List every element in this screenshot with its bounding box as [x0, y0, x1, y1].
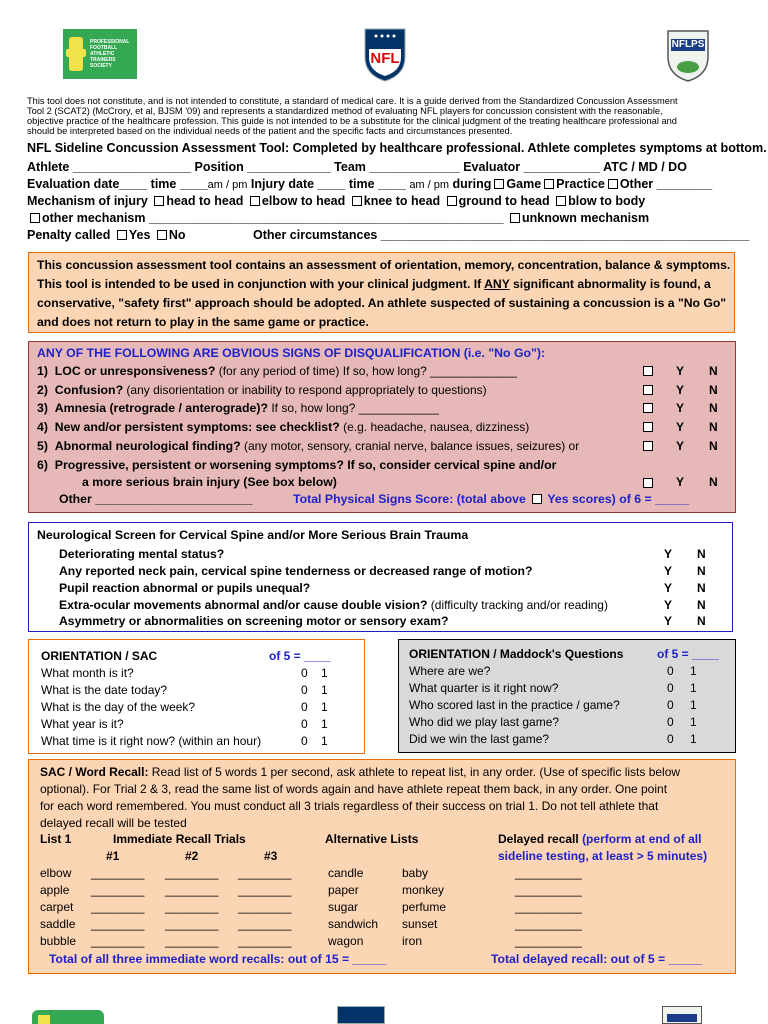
nflps-logo-text: NFLPS [671, 39, 705, 50]
ground-to-head-label: ground to head [458, 194, 550, 208]
item-number: 4) [37, 420, 48, 434]
disq-checkbox[interactable] [643, 441, 653, 451]
item-spacer [48, 401, 55, 415]
head-to-head-checkbox[interactable] [154, 196, 164, 206]
immediate-total[interactable]: Total of all three immediate word recalls: out of 15 = _____ [49, 952, 387, 966]
trial3-blank[interactable]: ________ [238, 934, 292, 948]
score-one[interactable]: 1 [321, 683, 328, 697]
score-zero[interactable]: 0 [301, 734, 308, 748]
knee-to-head-checkbox[interactable] [352, 196, 362, 206]
disq-checkbox[interactable] [643, 403, 653, 413]
delayed-label: Delayed recall [498, 832, 579, 846]
neuro-heading: Neurological Screen for Cervical Spine and/or More Serious Brain Trauma [37, 528, 469, 542]
no-option[interactable]: N [697, 614, 706, 628]
warning-text-part: This tool is intended to be used in conjunction with your clinical judgment. If [37, 277, 485, 291]
warning-text [37, 256, 730, 332]
alternative-word: perfume [402, 900, 447, 914]
disq-item [37, 363, 517, 380]
other-field[interactable]: Other ________ [619, 177, 713, 191]
neuro-question: Extra-ocular movements abnormal and/or cause double vision? [59, 598, 428, 612]
disq-checkbox[interactable] [643, 478, 653, 488]
orientation-question: What month is it? [41, 666, 134, 680]
disq-item [37, 438, 579, 455]
score-zero[interactable]: 0 [301, 717, 308, 731]
recall-word: carpet [40, 900, 74, 914]
penalty-no-checkbox[interactable] [157, 230, 167, 240]
disclaimer-line: objective practice of the healthcare profession. This guide is not intended to be a substitute for the clinical judgment of the treating healthcare professional and [27, 116, 677, 126]
warning-line [37, 275, 730, 294]
trial2-blank[interactable]: ________ [165, 883, 219, 897]
alternative-word: monkey [402, 883, 445, 897]
nflps-logo-bottom [662, 1006, 702, 1024]
neuro-item [59, 597, 608, 614]
other-mechanism-row [27, 210, 649, 227]
orientation-question: What quarter is it right now? [409, 681, 559, 695]
neuro-question: Pupil reaction abnormal or pupils unequal? [59, 581, 311, 595]
item-number: 5) [37, 439, 48, 453]
warning-line: conservative, "safety first" approach should be adopted. An athlete suspected of sustaining a concussion is a "No Go" [37, 296, 727, 310]
score-one[interactable]: 1 [321, 717, 328, 731]
practice-checkbox[interactable] [544, 179, 554, 189]
alternative-word: baby [402, 866, 429, 880]
item-number: 1) [37, 364, 48, 378]
delayed-blank[interactable]: __________ [515, 900, 582, 914]
trial1-blank[interactable]: ________ [91, 900, 145, 914]
score-one[interactable]: 1 [690, 698, 697, 712]
item-question: Amnesia (retrograde / anterograde)? [54, 401, 268, 415]
word-recall-instructions [40, 764, 680, 832]
blow-to-body-label: blow to body [568, 194, 646, 208]
neuro-question: Asymmetry or abnormalities on screening motor or sensory exam? [59, 614, 449, 628]
no-option[interactable]: N [709, 475, 718, 489]
trial1-blank[interactable]: ________ [91, 866, 145, 880]
disclaimer-line: should be interpreted based on the individual needs of the patient and the specific facts and circumstances presented. [27, 126, 513, 136]
warning-emphasis: ANY [484, 277, 510, 291]
knee-to-head-label: knee to head [363, 194, 441, 208]
disq-checkbox[interactable] [643, 366, 653, 376]
athlete-row[interactable]: Athlete _________________ Position ____________ Team _____________ Evaluator ___________ ATC / MD / DO [27, 160, 687, 174]
penalty-yes-label: Yes [128, 228, 151, 242]
item-question: New and/or persistent symptoms: see checklist? [54, 420, 340, 434]
instruction-text: Read list of 5 words 1 per second, ask athlete to repeat list, in any order. (Use of specific lists below [148, 765, 681, 779]
warning-text-part: significant abnormality is found, a [509, 277, 711, 291]
ground-to-head-checkbox[interactable] [447, 196, 457, 206]
penalty-yes-checkbox[interactable] [117, 230, 127, 240]
orientation-question: Who did we play last game? [409, 715, 560, 729]
elbow-to-head-checkbox[interactable] [250, 196, 260, 206]
orientation-sac-heading: ORIENTATION / SAC [41, 649, 158, 663]
trial3-header: #3 [264, 849, 278, 863]
no-option[interactable]: N [709, 383, 718, 397]
score-one[interactable]: 1 [321, 700, 328, 714]
alternative-header: Alternative Lists [325, 832, 419, 846]
no-option[interactable]: N [697, 598, 706, 612]
disclaimer [27, 96, 743, 136]
yes-option[interactable]: Y [676, 475, 685, 489]
physical-signs-total [293, 492, 689, 506]
page-title: NFL Sideline Concussion Assessment Tool: Completed by healthcare professional. Athlete completes symptoms at bottom. [27, 141, 767, 155]
yes-option[interactable]: Y [676, 383, 685, 397]
score-one[interactable]: 1 [321, 666, 328, 680]
disclaimer-line: This tool does not constitute, and is not intended to constitute, a standard of medical care. It is a guide derived from the Standardized Concussion Assessment [27, 96, 678, 106]
pfats-logo-bottom [32, 1010, 104, 1024]
mechanism-row [27, 193, 645, 210]
no-option[interactable]: N [709, 401, 718, 415]
score-zero[interactable]: 0 [667, 664, 674, 678]
score-one[interactable]: 1 [690, 732, 697, 746]
unknown-mechanism-checkbox[interactable] [510, 213, 520, 223]
pfats-logo-text: PROFESSIONAL FOOTBALL ATHLETIC TRAINERS SOCIETY [90, 39, 130, 69]
total-checkbox-glyph [532, 494, 542, 504]
disqualification-heading: ANY OF THE FOLLOWING ARE OBVIOUS SIGNS OF DISQUALIFICATION (i.e. "No Go"): [37, 346, 546, 360]
ampm-label: am / pm [207, 179, 248, 191]
item-detail: If so, how long? ____________ [267, 401, 439, 415]
orientation-question: What is the day of the week? [41, 700, 196, 714]
orientation-question: Did we win the last game? [409, 732, 550, 746]
item-number: 2) [37, 383, 48, 397]
disclaimer-line: Tool 2 (SCAT2) (McCrory, et al, BJSM '09) and represents a standardized method of evaluating NFL players for concussion consistent with the reasonable, [27, 106, 663, 116]
other-circumstances-field[interactable]: Other circumstances _____________________________________________________ [253, 228, 750, 242]
penalty-row [27, 227, 186, 244]
neuro-item [59, 613, 448, 630]
nfl-logo-text: NFL [370, 50, 400, 67]
delayed-blank[interactable]: __________ [515, 883, 582, 897]
item-spacer [48, 420, 55, 434]
penalty-no-label: No [168, 228, 186, 242]
yes-option[interactable]: Y [664, 581, 673, 595]
trial1-header: #1 [106, 849, 120, 863]
alternative-word: wagon [328, 934, 364, 948]
recall-word: elbow [40, 866, 72, 880]
yes-option[interactable]: Y [676, 364, 685, 378]
item-number: 6) [37, 458, 48, 472]
evaluation-row [27, 176, 712, 194]
item-spacer [48, 364, 55, 378]
no-option[interactable]: N [709, 364, 718, 378]
evaluation-date-field[interactable]: Evaluation date____ time ____ [27, 177, 208, 191]
yes-option[interactable]: Y [664, 547, 673, 561]
disq-other-field[interactable]: Other _______________________ [59, 492, 253, 506]
elbow-to-head-label: elbow to head [261, 194, 346, 208]
no-option[interactable]: N [709, 439, 718, 453]
nfl-shield-logo [362, 23, 408, 83]
score-zero[interactable]: 0 [301, 700, 308, 714]
penalty-label: Penalty called [27, 228, 111, 242]
trial1-blank[interactable]: ________ [91, 883, 145, 897]
item-question: Confusion? [54, 383, 124, 397]
item-detail: (any motor, sensory, cranial nerve, balance issues, seizures) or [240, 439, 580, 453]
alternative-word: sunset [402, 917, 438, 931]
injury-date-field[interactable]: Injury date ____ time ____ [250, 177, 406, 191]
total-score-field[interactable]: Yes scores) of 6 = _____ [544, 492, 690, 506]
other-mechanism-checkbox[interactable] [30, 213, 40, 223]
item-text: Progressive, persistent or worsening symptoms? If so, consider cervical spine and/or [54, 458, 557, 472]
other-mechanism-field[interactable]: other mechanism ___________________________________________________ [42, 211, 504, 225]
instruction-line: for each word remembered. You must conduct all 3 trials regardless of their success on trial 1. Do not tell athlete that [40, 799, 659, 813]
score-one[interactable]: 1 [690, 715, 697, 729]
nfl-logo-bottom [337, 1006, 385, 1024]
trial2-header: #2 [185, 849, 199, 863]
alternative-word: candle [328, 866, 364, 880]
neuro-detail: (difficulty tracking and/or reading) [427, 598, 608, 612]
instruction-line: optional). For Trial 2 & 3, read the same list of words again and have athlete repeat them back, in any order. One point [40, 782, 668, 796]
score-one[interactable]: 1 [690, 664, 697, 678]
warning-line: and does not return to play in the same game or practice. [37, 315, 369, 329]
orientation-question: What time is it right now? (within an hour) [41, 734, 262, 748]
orientation-question: Who scored last in the practice / game? [409, 698, 620, 712]
instruction-line [40, 764, 680, 781]
score-zero[interactable]: 0 [301, 666, 308, 680]
trial1-blank[interactable]: ________ [91, 934, 145, 948]
other-checkbox[interactable] [608, 179, 618, 189]
delayed-note: (perform at end of all [582, 832, 702, 846]
game-checkbox[interactable] [494, 179, 504, 189]
disq-item [37, 400, 439, 417]
alternative-word: iron [402, 934, 423, 948]
list1-header: List 1 [40, 832, 72, 846]
game-label: Game [506, 177, 542, 191]
trial3-blank[interactable]: ________ [238, 900, 292, 914]
item-detail: (e.g. headache, nausea, dizziness) [339, 420, 530, 434]
orientation-maddock-heading: ORIENTATION / Maddock's Questions [409, 647, 624, 661]
recall-word: apple [40, 883, 70, 897]
trial3-blank[interactable]: ________ [238, 917, 292, 931]
orientation-maddock-score[interactable]: of 5 = ____ [657, 647, 719, 661]
trial3-blank[interactable]: ________ [238, 883, 292, 897]
during-label: during [452, 177, 492, 191]
yes-option[interactable]: Y [676, 420, 685, 434]
neuro-item [59, 546, 224, 563]
disq-item-6-cont: a more serious brain injury (See box below) [82, 475, 337, 489]
item-number: 3) [37, 401, 48, 415]
trial2-blank[interactable]: ________ [165, 934, 219, 948]
instruction-line: delayed recall will be tested [40, 816, 187, 830]
yes-option[interactable]: Y [664, 564, 673, 578]
disq-checkbox[interactable] [643, 385, 653, 395]
delayed-blank[interactable]: __________ [515, 866, 582, 880]
score-zero[interactable]: 0 [667, 715, 674, 729]
delayed-blank[interactable]: __________ [515, 934, 582, 948]
recall-title: SAC / Word Recall: [40, 765, 149, 779]
neuro-item [59, 563, 532, 580]
nflps-logo [665, 27, 711, 83]
trial2-blank[interactable]: ________ [165, 900, 219, 914]
no-option[interactable]: N [697, 547, 706, 561]
delayed-total[interactable]: Total delayed recall: out of 5 = _____ [491, 952, 703, 966]
yes-option[interactable]: Y [676, 401, 685, 415]
trial2-blank[interactable]: ________ [165, 917, 219, 931]
orientation-question: What is the date today? [41, 683, 168, 697]
trial1-blank[interactable]: ________ [91, 917, 145, 931]
warning-line: This concussion assessment tool contains an assessment of orientation, memory, concentration, balance & symptoms. [37, 258, 731, 272]
disq-checkbox[interactable] [643, 422, 653, 432]
recall-word: saddle [40, 917, 76, 931]
score-zero[interactable]: 0 [667, 698, 674, 712]
item-detail: (for any period of time) If so, how long? _____________ [215, 364, 517, 378]
score-one[interactable]: 1 [321, 734, 328, 748]
score-zero[interactable]: 0 [667, 732, 674, 746]
score-zero[interactable]: 0 [667, 681, 674, 695]
alternative-word: sandwich [328, 917, 379, 931]
alternative-word: paper [328, 883, 359, 897]
no-option[interactable]: N [709, 420, 718, 434]
no-option[interactable]: N [697, 564, 706, 578]
recall-word: bubble [40, 934, 77, 948]
total-text: Total Physical Signs Score: (total above [293, 492, 530, 506]
unknown-mechanism-label: unknown mechanism [522, 211, 650, 225]
disq-item [37, 419, 529, 436]
alternative-word: sugar [328, 900, 359, 914]
yes-option[interactable]: Y [664, 614, 673, 628]
immediate-header: Immediate Recall Trials [113, 832, 246, 846]
delayed-blank[interactable]: __________ [515, 917, 582, 931]
score-one[interactable]: 1 [690, 681, 697, 695]
no-option[interactable]: N [697, 581, 706, 595]
ampm-label: am / pm [409, 179, 450, 191]
pfats-logo [63, 29, 137, 79]
neuro-question: Any reported neck pain, cervical spine tenderness or decreased range of motion? [59, 564, 533, 578]
item-detail: (any disorientation or inability to respond appropriately to questions) [123, 383, 487, 397]
item-spacer [48, 383, 55, 397]
neuro-question: Deteriorating mental status? [59, 547, 225, 561]
neuro-item [59, 580, 310, 597]
item-question: Abnormal neurological finding? [54, 439, 241, 453]
trial3-blank[interactable]: ________ [238, 866, 292, 880]
orientation-sac-score[interactable]: of 5 = ____ [269, 649, 331, 663]
delayed-header [498, 832, 701, 846]
trial2-blank[interactable]: ________ [165, 866, 219, 880]
item-spacer [48, 439, 55, 453]
item-question: LOC or unresponsiveness? [54, 364, 216, 378]
score-zero[interactable]: 0 [301, 683, 308, 697]
disq-item-6 [37, 457, 556, 474]
practice-label: Practice [556, 177, 605, 191]
head-to-head-label: head to head [166, 194, 244, 208]
yes-option[interactable]: Y [676, 439, 685, 453]
delayed-note-2: sideline testing, at least > 5 minutes) [498, 849, 708, 863]
yes-option[interactable]: Y [664, 598, 673, 612]
blow-to-body-checkbox[interactable] [556, 196, 566, 206]
orientation-question: Where are we? [409, 664, 491, 678]
orientation-question: What year is it? [41, 717, 124, 731]
disq-item [37, 382, 487, 399]
mechanism-label: Mechanism of injury [27, 194, 148, 208]
